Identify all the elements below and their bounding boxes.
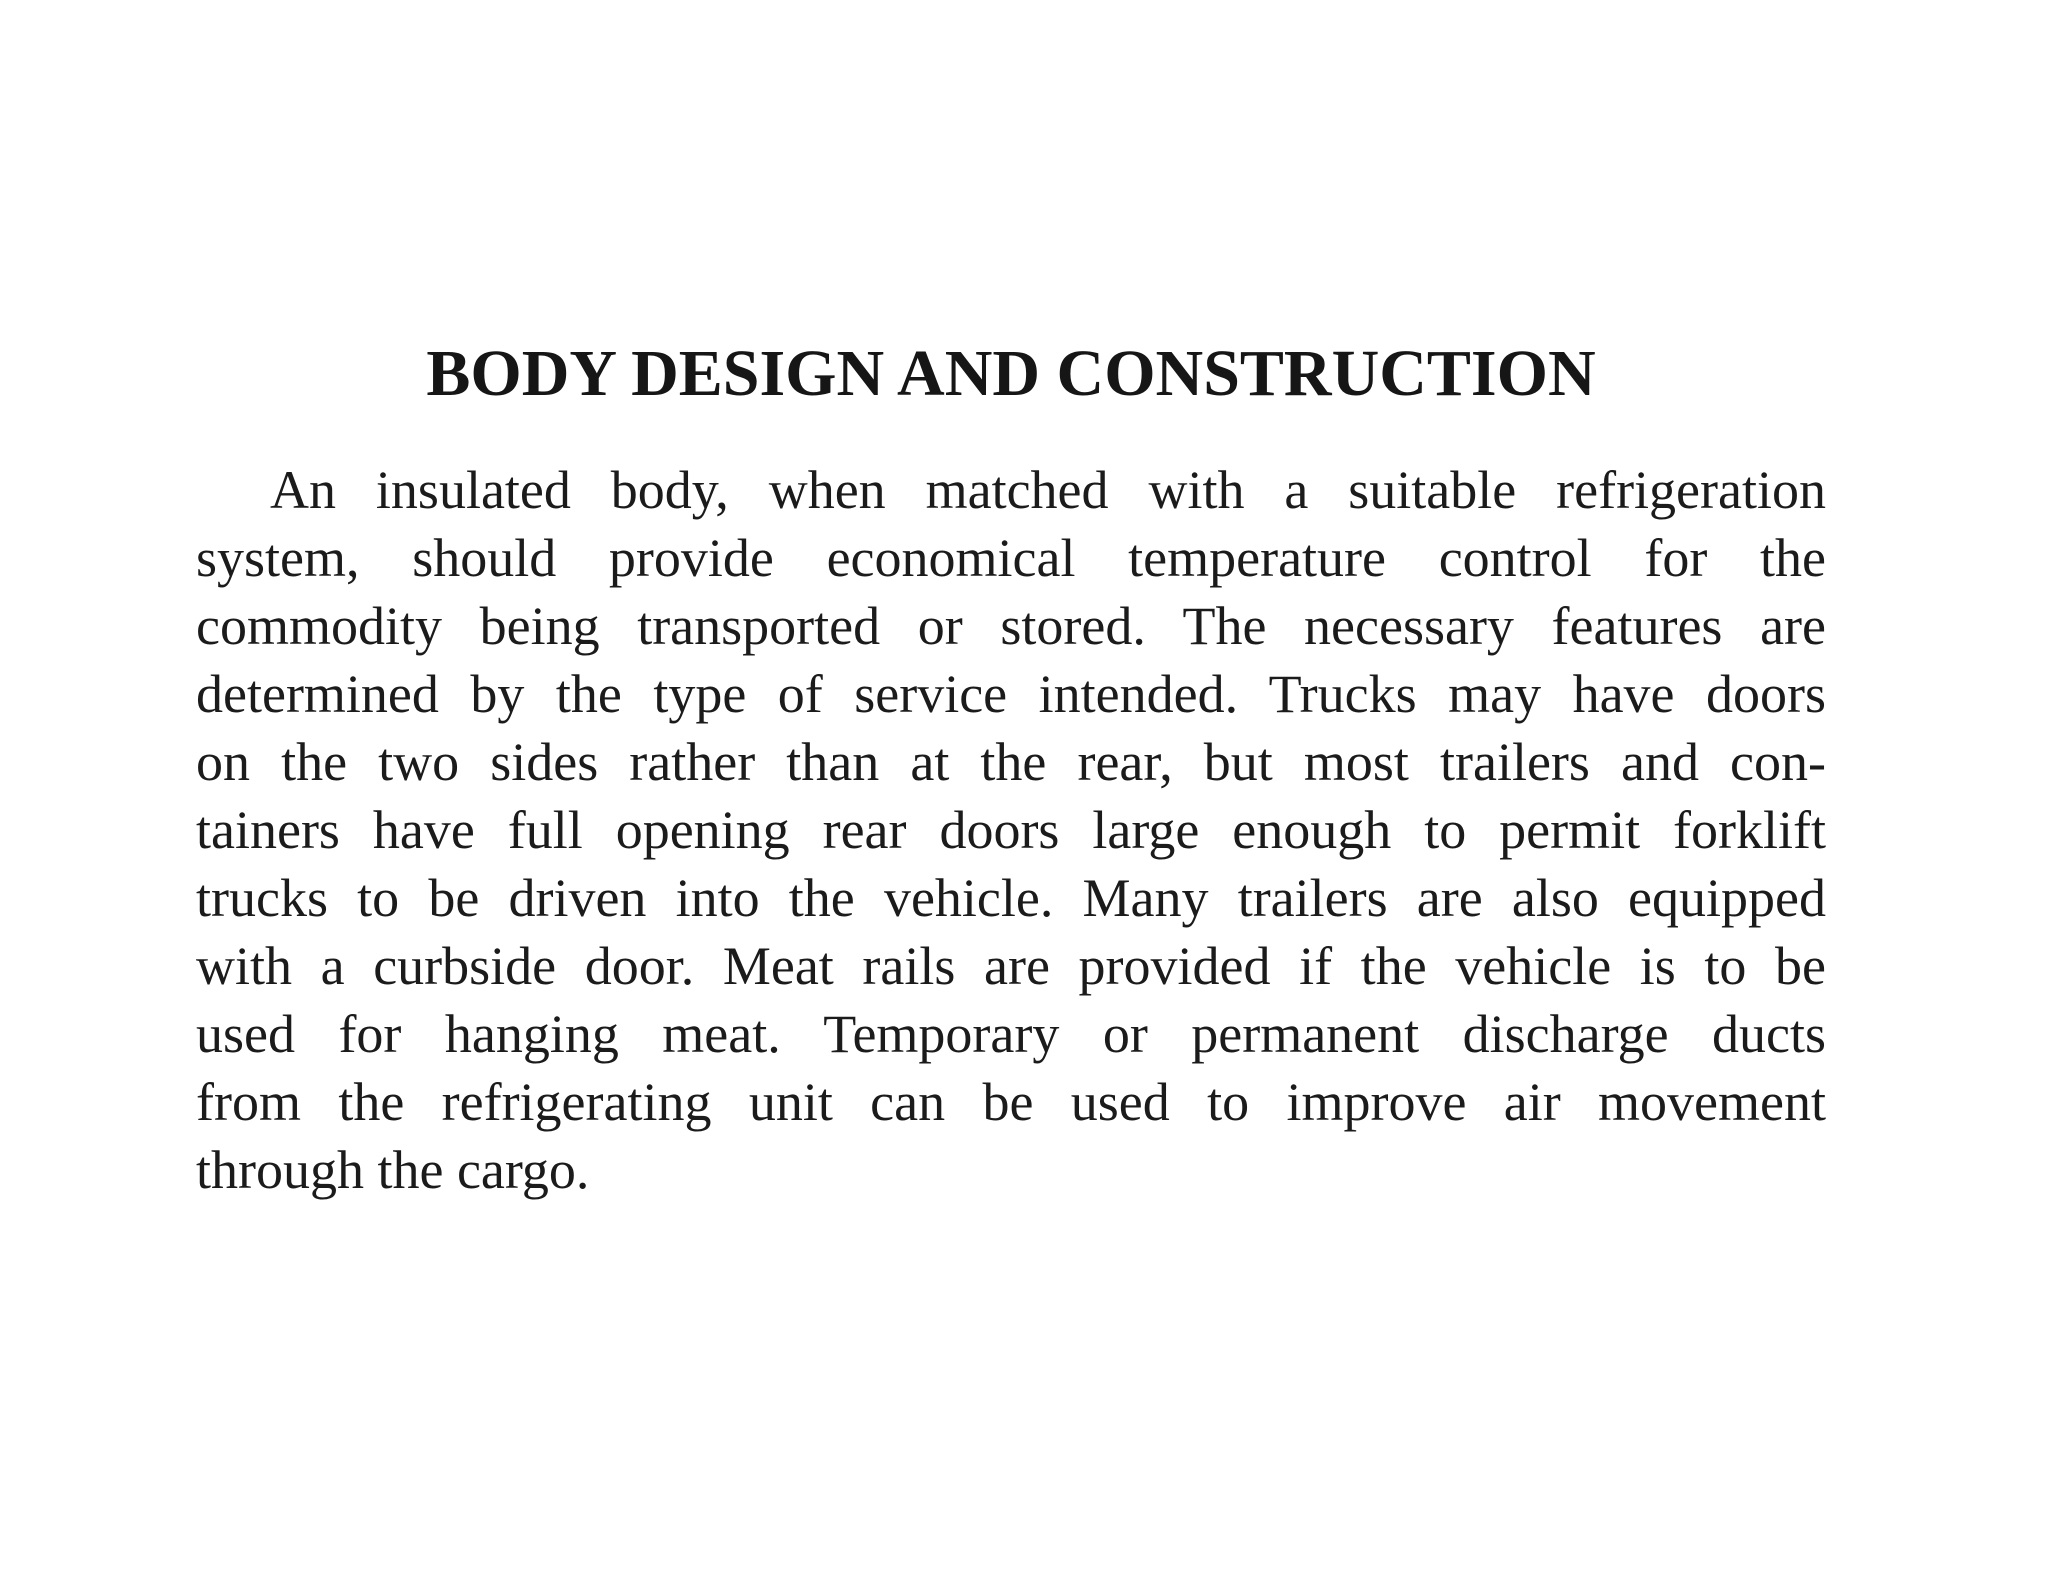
paragraph-line: used for hanging meat. Temporary or permanent discharge ducts [196,1004,1826,1064]
paragraph-line: system, should provide economical temperature control for the [196,528,1826,588]
paragraph-line: commodity being transported or stored. The necessary features are [196,596,1826,656]
paragraph-line: from the refrigerating unit can be used to improve air movement [196,1072,1826,1132]
paragraph-line: determined by the type of service intended. Trucks may have doors [196,664,1826,724]
section-heading: BODY DESIGN AND CONSTRUCTION [426,337,1596,410]
paragraph-line: An insulated body, when matched with a suitable refrigeration [270,460,1826,520]
body-paragraph [196,456,1826,1204]
paragraph-line: on the two sides rather than at the rear, but most trailers and con- [196,732,1826,792]
paragraph-line: through the cargo. [196,1140,590,1200]
paragraph-line: trucks to be driven into the vehicle. Many trailers are also equipped [196,868,1826,928]
paragraph-line: with a curbside door. Meat rails are provided if the vehicle is to be [196,936,1826,996]
paragraph-line: tainers have full opening rear doors large enough to permit forklift [196,800,1826,860]
